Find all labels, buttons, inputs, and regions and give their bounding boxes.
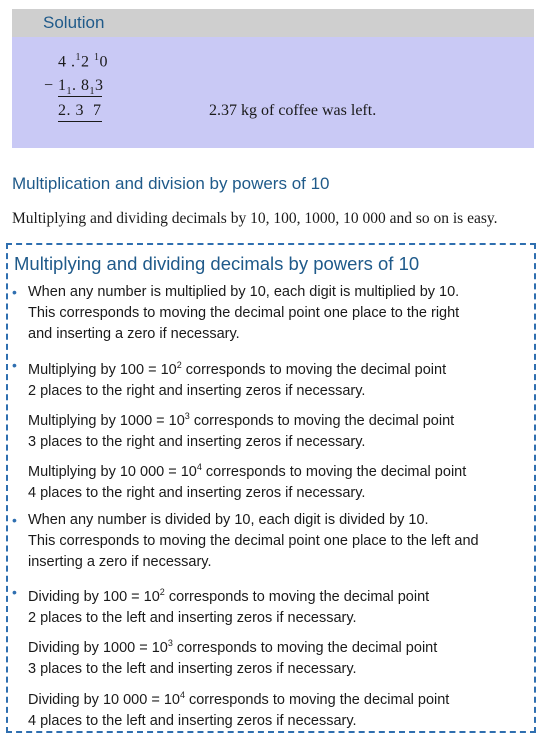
text: Dividing by 10 000 = 10	[28, 691, 180, 708]
exponent: 4	[196, 462, 202, 472]
subtraction-result: 2. 3 7	[58, 102, 102, 119]
list-item	[28, 355, 446, 402]
list-item	[28, 582, 429, 629]
subtraction-line-2	[44, 77, 104, 97]
item-line	[28, 457, 466, 483]
item-line	[28, 685, 449, 711]
exponent: 3	[184, 411, 190, 421]
item-line: and inserting a zero if necessary.	[28, 326, 240, 342]
text: corresponds to moving the decimal point	[164, 588, 430, 605]
exponent: 2	[159, 587, 165, 597]
text: corresponds to moving the decimal point	[181, 361, 447, 378]
list-item	[28, 406, 454, 453]
text: corresponds to moving the decimal point	[184, 691, 450, 708]
section-heading: Multiplication and division by powers of 10	[12, 174, 330, 193]
text: Multiplying by 100 = 10	[28, 361, 177, 378]
bullet-icon: •	[12, 284, 17, 300]
digits: 0	[99, 53, 108, 71]
exponent: 3	[167, 638, 173, 648]
text: Multiplying by 1000 = 10	[28, 412, 185, 429]
list-item	[28, 510, 479, 573]
list-item	[28, 282, 459, 345]
text: corresponds to moving the decimal point	[189, 412, 455, 429]
item-line: 4 places to the left and inserting zeros if necessary.	[28, 712, 357, 729]
bullet-icon: •	[12, 584, 17, 600]
text: corresponds to moving the decimal point	[172, 639, 438, 656]
item-line	[28, 633, 437, 659]
item-line: When any number is divided by 10, each digit is divided by 10.	[28, 512, 429, 528]
carry-mark: 1	[94, 52, 100, 63]
item-line: 3 places to the right and inserting zeros if necessary.	[28, 433, 366, 450]
item-line: This corresponds to moving the decimal point one place to the left and	[28, 533, 479, 549]
list-item	[28, 457, 466, 504]
borrow-mark: 1	[89, 86, 96, 98]
item-line: 2 places to the left and inserting zeros if necessary.	[28, 609, 357, 626]
text: Dividing by 1000 = 10	[28, 639, 168, 656]
item-line: inserting a zero if necessary.	[28, 554, 212, 570]
box-title: Multiplying and dividing decimals by powers of 10	[14, 253, 420, 274]
digits: 3	[95, 77, 104, 94]
solution-answer: 2.37 kg of coffee was left.	[209, 102, 377, 119]
carry-mark: 1	[75, 52, 81, 63]
item-line	[28, 355, 446, 381]
list-item	[28, 633, 437, 680]
bullet-icon: •	[12, 512, 17, 528]
digits: 2	[81, 53, 90, 71]
digits: 4 .	[58, 53, 76, 71]
list-item	[28, 685, 449, 732]
item-line: 4 places to the right and inserting zeros if necessary.	[28, 484, 366, 501]
item-line: 3 places to the left and inserting zeros if necessary.	[28, 660, 357, 677]
subtraction-line-1	[58, 52, 108, 71]
item-line	[28, 582, 429, 608]
text: Dividing by 100 = 10	[28, 588, 160, 605]
item-line: This corresponds to moving the decimal point one place to the right	[28, 305, 460, 321]
borrow-mark: 1	[66, 86, 73, 98]
item-line: When any number is multiplied by 10, each digit is multiplied by 10.	[28, 284, 460, 300]
text: Multiplying by 10 000 = 10	[28, 463, 197, 480]
item-line	[28, 406, 454, 432]
sum-rule	[58, 121, 102, 122]
solution-header	[12, 9, 534, 37]
digits: − 1	[44, 77, 67, 94]
exponent: 2	[176, 360, 182, 370]
exponent: 4	[179, 690, 185, 700]
item-line: 2 places to the right and inserting zeros if necessary.	[28, 382, 366, 399]
bullet-icon: •	[12, 357, 17, 373]
text: corresponds to moving the decimal point	[201, 463, 467, 480]
section-intro: Multiplying and dividing decimals by 10, 100, 1000, 10 000 and so on is easy.	[12, 210, 498, 227]
digits: . 8	[72, 77, 90, 94]
solution-heading: Solution	[43, 13, 105, 32]
